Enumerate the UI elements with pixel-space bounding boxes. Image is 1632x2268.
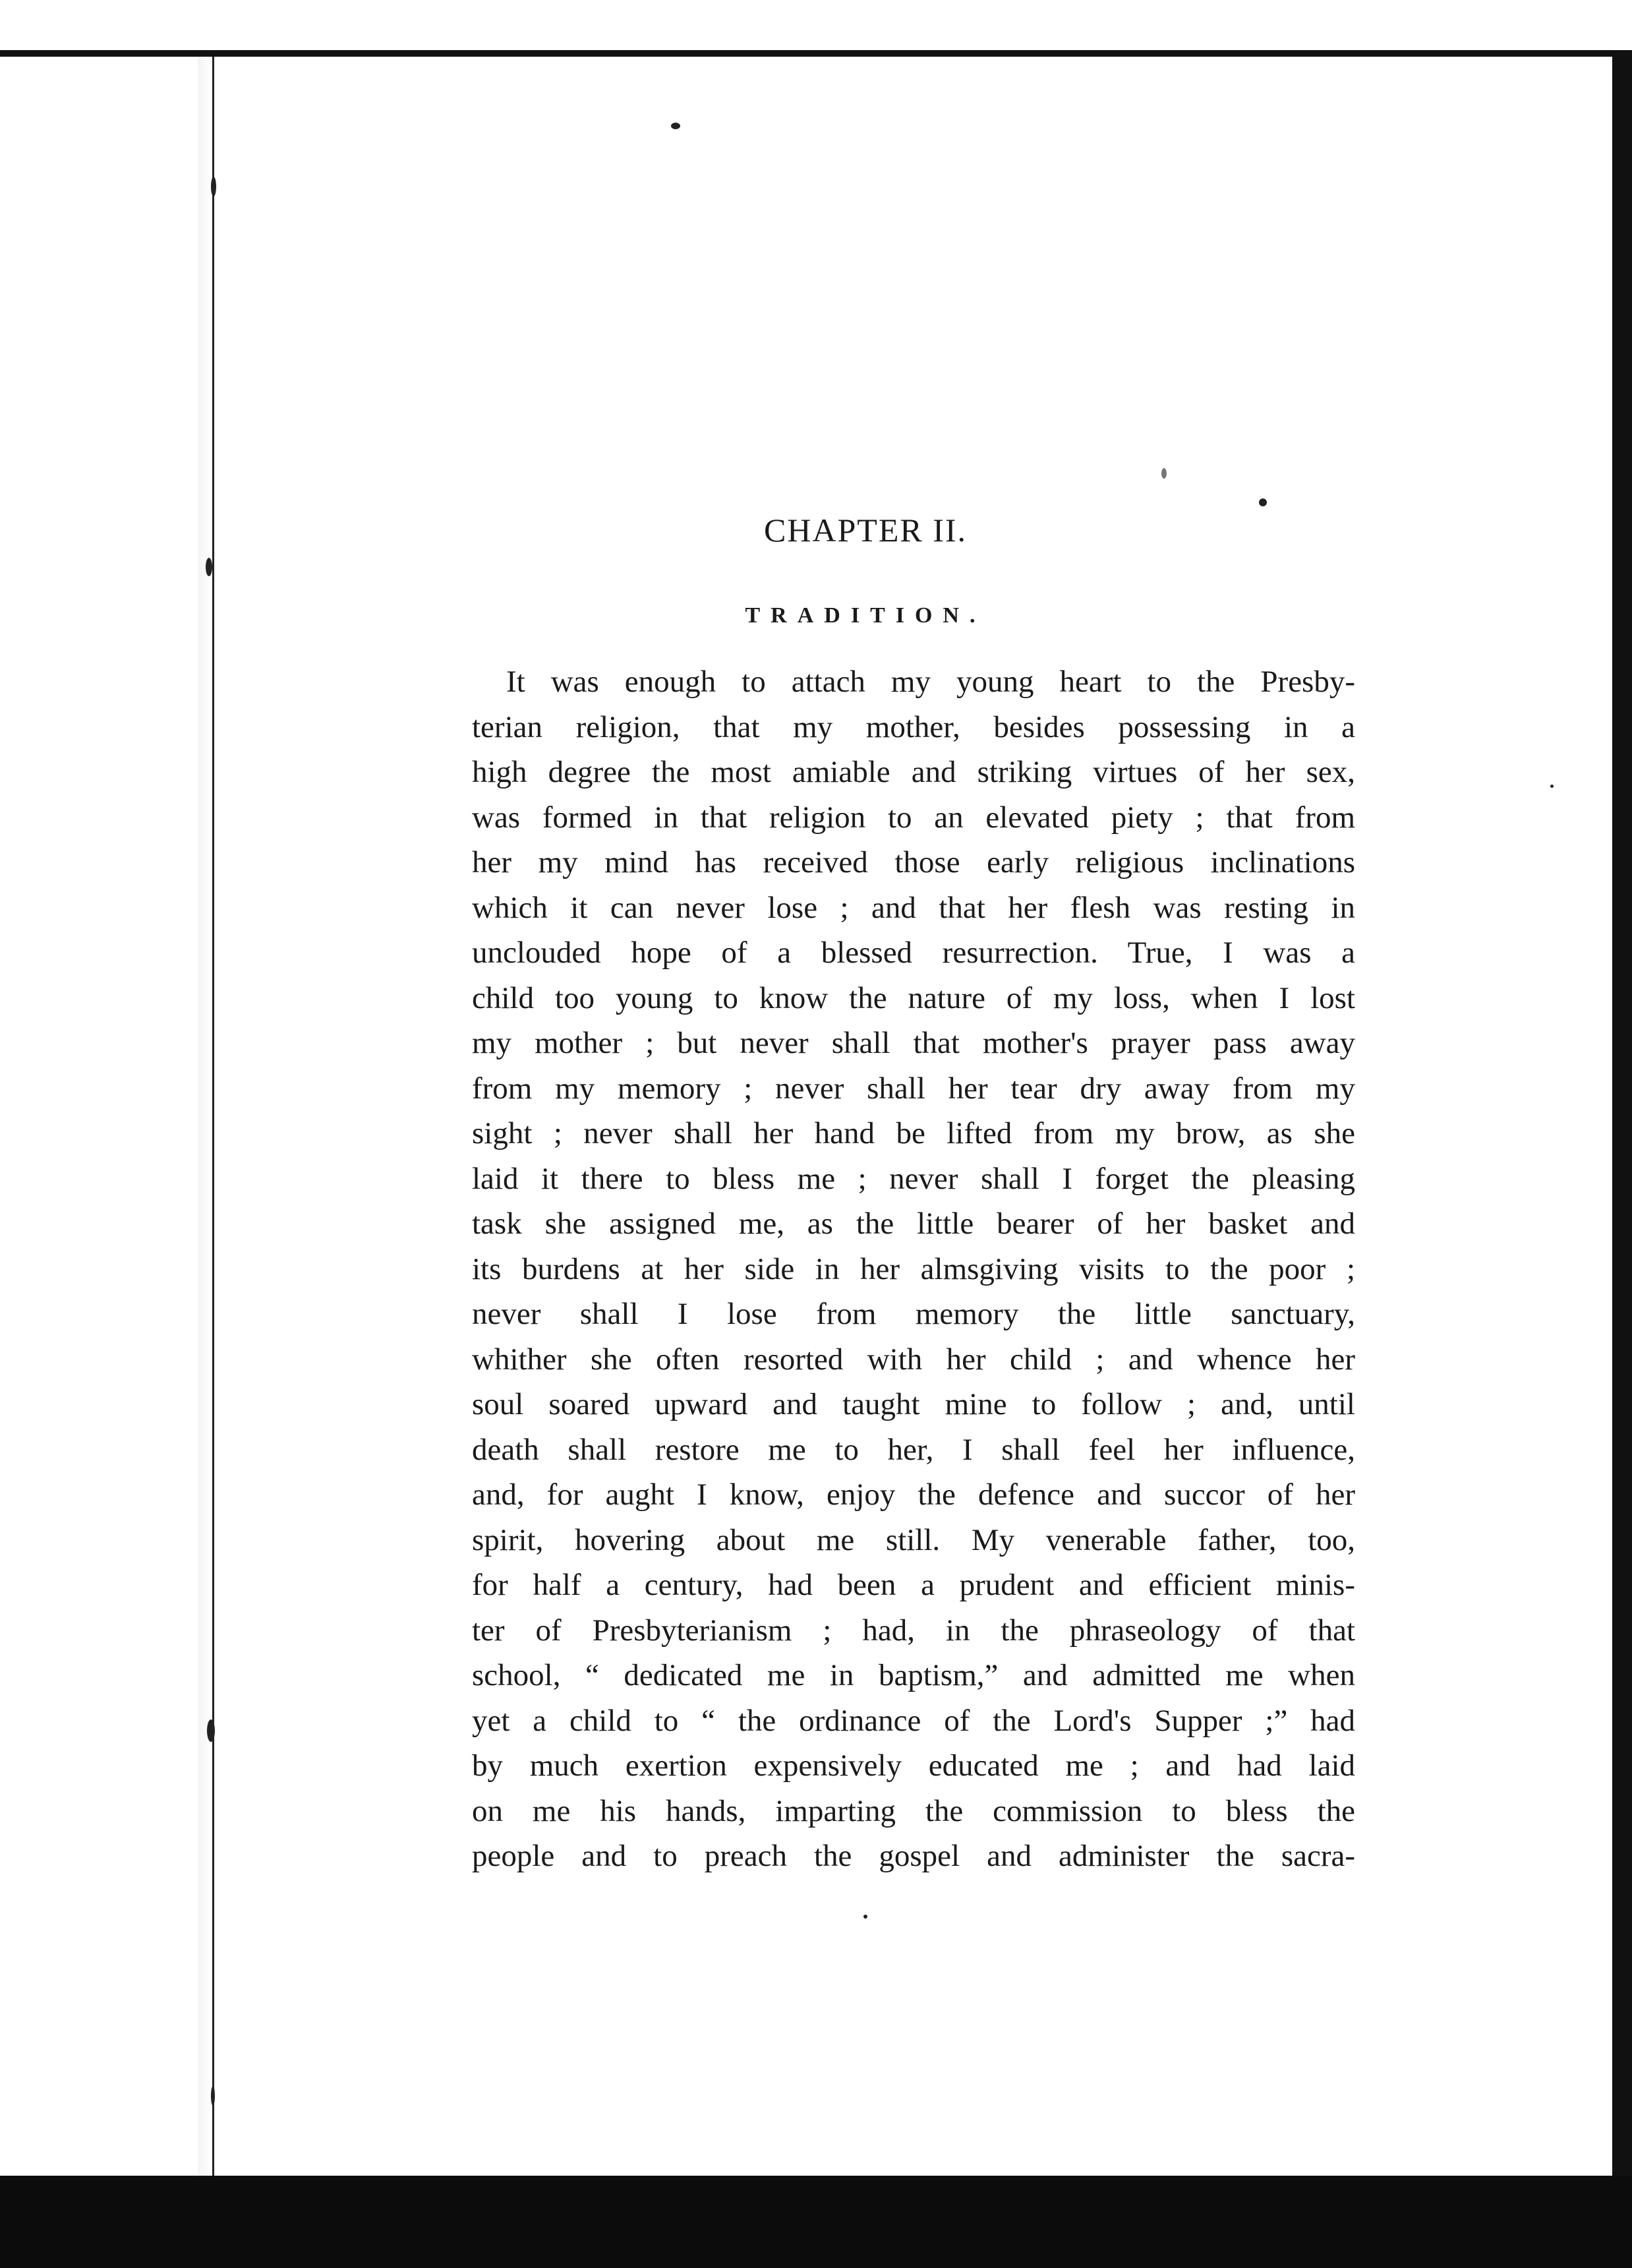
text-line: It was enough to attach my young heart to the Presby- [506,665,1355,699]
scan-top-border [0,0,1632,54]
text-line: and, for aught I know, enjoy the defence and succor of her [472,1477,1355,1512]
text-line: was formed in that religion to an elevated piety ; that from [472,800,1355,835]
scan-right-border [1612,50,1632,2186]
scan-speck [211,177,216,196]
scan-speck [1550,785,1554,788]
text-line: her my mind has received those early religious inclinations [472,845,1355,880]
scan-top-band [0,50,1632,57]
text-line: soul soared upward and taught mine to follow ; and, until [472,1387,1355,1421]
text-line: for half a century, had been a prudent and efficient minis- [472,1568,1355,1602]
chapter-title: CHAPTER II. [763,512,968,549]
text-line: unclouded hope of a blessed resurrection. True, I was a [472,936,1355,970]
text-line: yet a child to “ the ordinance of the Lord's Supper ;” had [472,1703,1355,1738]
text-line: its burdens at her side in her almsgiving visits to the poor ; [472,1251,1355,1286]
text-line: terian religion, that my mother, besides possessing in a [472,709,1355,744]
text-line: high degree the most amiable and striking virtues of her sex, [472,755,1355,789]
page-gutter [198,57,212,2176]
text-line: from my memory ; never shall her tear dry away from my [472,1071,1355,1106]
text-line: sight ; never shall her hand be lifted from my brow, as she [472,1116,1355,1150]
scan-speck [1161,468,1167,479]
body-text [472,659,1355,1879]
text-line: death shall restore me to her, I shall feel her influence, [472,1432,1355,1467]
text-line: on me his hands, imparting the commission to bless the [472,1793,1355,1828]
scan-speck [1259,498,1267,506]
text-line: never shall I lose from memory the little sanctuary, [472,1297,1355,1331]
chapter-subtitle: TRADITION. [745,603,986,628]
text-line: spirit, hovering about me still. My venerable father, too, [472,1522,1355,1557]
text-line: my mother ; but never shall that mother's prayer pass away [472,1026,1355,1060]
scan-bottom-border [0,2176,1632,2268]
text-line: school, “ dedicated me in baptism,” and admitted me when [472,1658,1355,1692]
text-line: which it can never lose ; and that her flesh was resting in [472,890,1355,925]
text-line: laid it there to bless me ; never shall I forget the pleasing [472,1161,1355,1196]
text-line: child too young to know the nature of my loss, when I lost [472,980,1355,1015]
text-line: task she assigned me, as the little bearer of her basket and [472,1207,1355,1241]
scan-speck [863,1915,867,1919]
text-line: by much exertion expensively educated me ; and had laid [472,1748,1355,1783]
text-line: people and to preach the gospel and administer the sacra- [472,1839,1355,1873]
text-line: ter of Presbyterianism ; had, in the phraseology of that [472,1613,1355,1648]
scan-speck [211,2086,215,2106]
scan-speck [207,1719,215,1742]
scan-speck [206,558,212,576]
scan-speck [671,123,680,129]
text-line: whither she often resorted with her child ; and whence her [472,1342,1355,1377]
